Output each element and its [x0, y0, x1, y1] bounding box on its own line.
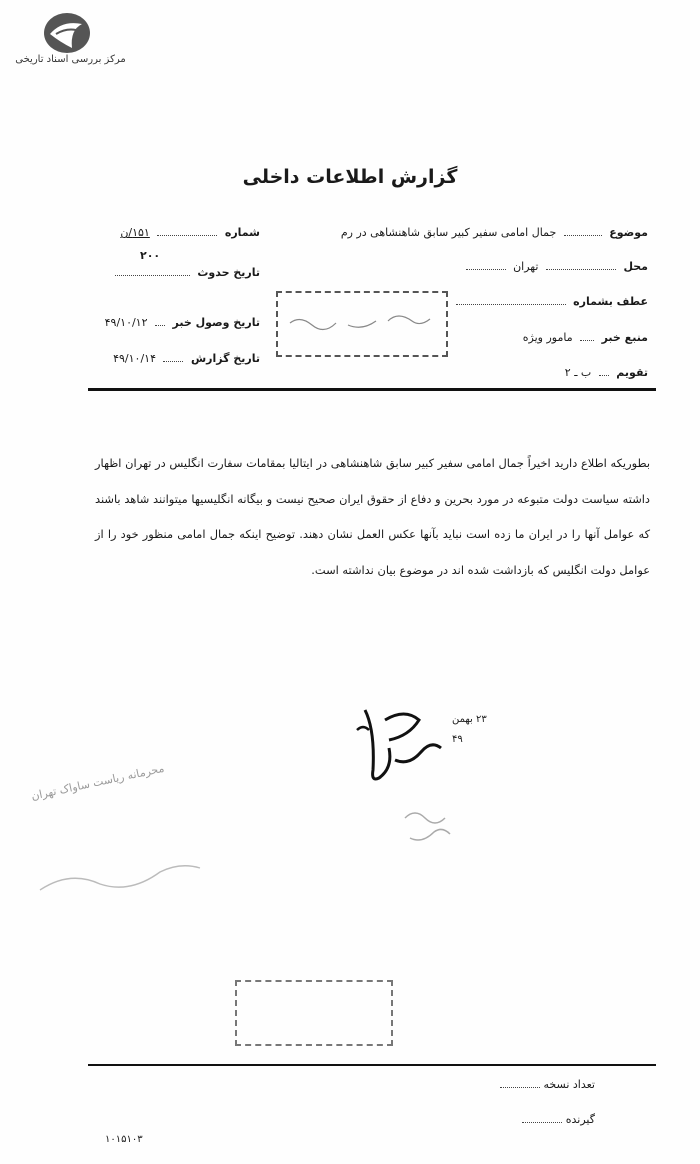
- report-body: بطوریکه اطلاع دارید اخیراً جمال امامی سفیر کبیر سابق شاهنشاهی در ایتالیا بمقامات سفارت انگلیس در تهران اظهار داشته سیاست دولت متبوعه در مورد بحرین و دفاع از حقوق ایران صحیح نیست و بیگانه انگلیسیها میتوانند شاهد باشند که عوامل آنها را در ایران ما زده است نباید بآنها عکس العمل نشان دهند. توضیح اینکه جمال امامی منظور خود را از عوامل دولت انگلیس که بازداشت شده اند در موضوع بیان نداشته است.: [95, 456, 650, 577]
- evaluation-label: تقویم: [616, 366, 648, 379]
- margin-note: محرمانه ریاست ساواک تهران: [30, 761, 166, 803]
- archive-stamp-box: [235, 980, 393, 1046]
- event-date-label: تاریخ حدوث: [197, 266, 260, 279]
- received-date-label: تاریخ وصول خبر: [172, 316, 260, 329]
- received-date-field: [105, 316, 260, 329]
- location-field: [462, 260, 648, 273]
- stamp-scribble-icon: [278, 293, 446, 355]
- faint-scribble-icon: [30, 850, 210, 910]
- location-value: تهران: [513, 260, 539, 273]
- number-value: ۱۵۱/ن: [120, 226, 150, 239]
- footer-copies: [500, 1078, 595, 1091]
- number-sub: ۲۰۰: [140, 249, 161, 262]
- number-field: [120, 226, 260, 239]
- received-date-value: ۴۹/۱۰/۱۲: [104, 316, 148, 329]
- archive-logo-icon: [42, 12, 92, 54]
- archive-label: مرکز بررسی اسناد تاریخی: [15, 54, 126, 65]
- footer-recipient-label: گیرنده: [565, 1113, 595, 1126]
- evaluation-field: [565, 366, 648, 379]
- footer-code: ۱۰۱۵۱۰۳: [105, 1134, 143, 1145]
- evaluation-value: ب ـ ۲: [564, 366, 592, 379]
- source-field: [523, 331, 648, 344]
- footer-divider: [88, 1064, 656, 1066]
- report-date-value: ۴۹/۱۰/۱۴: [113, 352, 156, 365]
- location-label: محل: [623, 260, 648, 273]
- ref-label: عطف بشماره: [573, 295, 648, 308]
- faint-initials-icon: [395, 798, 465, 858]
- footer-recipient: [522, 1113, 595, 1126]
- subject-field: [341, 226, 648, 239]
- subject-label: موضوع: [609, 226, 648, 239]
- report-date-label: تاریخ گزارش: [190, 352, 260, 365]
- header-divider: [88, 388, 656, 391]
- footer-copies-label: تعداد نسخه: [543, 1078, 595, 1091]
- number-label: شماره: [224, 226, 260, 239]
- report-date-field: [113, 352, 260, 365]
- received-stamp-box: [276, 291, 448, 357]
- handwritten-signature-icon: [345, 700, 445, 795]
- signature-note-2: ۴۹: [452, 734, 463, 745]
- ref-field: [452, 295, 648, 308]
- event-date-field: [111, 266, 260, 279]
- signature-note-1: ۲۳ بهمن: [452, 714, 487, 725]
- document-title: گزارش اطلاعات داخلی: [242, 166, 458, 188]
- subject-value: جمال امامی سفیر کبیر سابق شاهنشاهی در رم: [340, 226, 557, 239]
- source-value: مامور ویژه: [522, 331, 573, 344]
- source-label: منبع خبر: [601, 331, 648, 344]
